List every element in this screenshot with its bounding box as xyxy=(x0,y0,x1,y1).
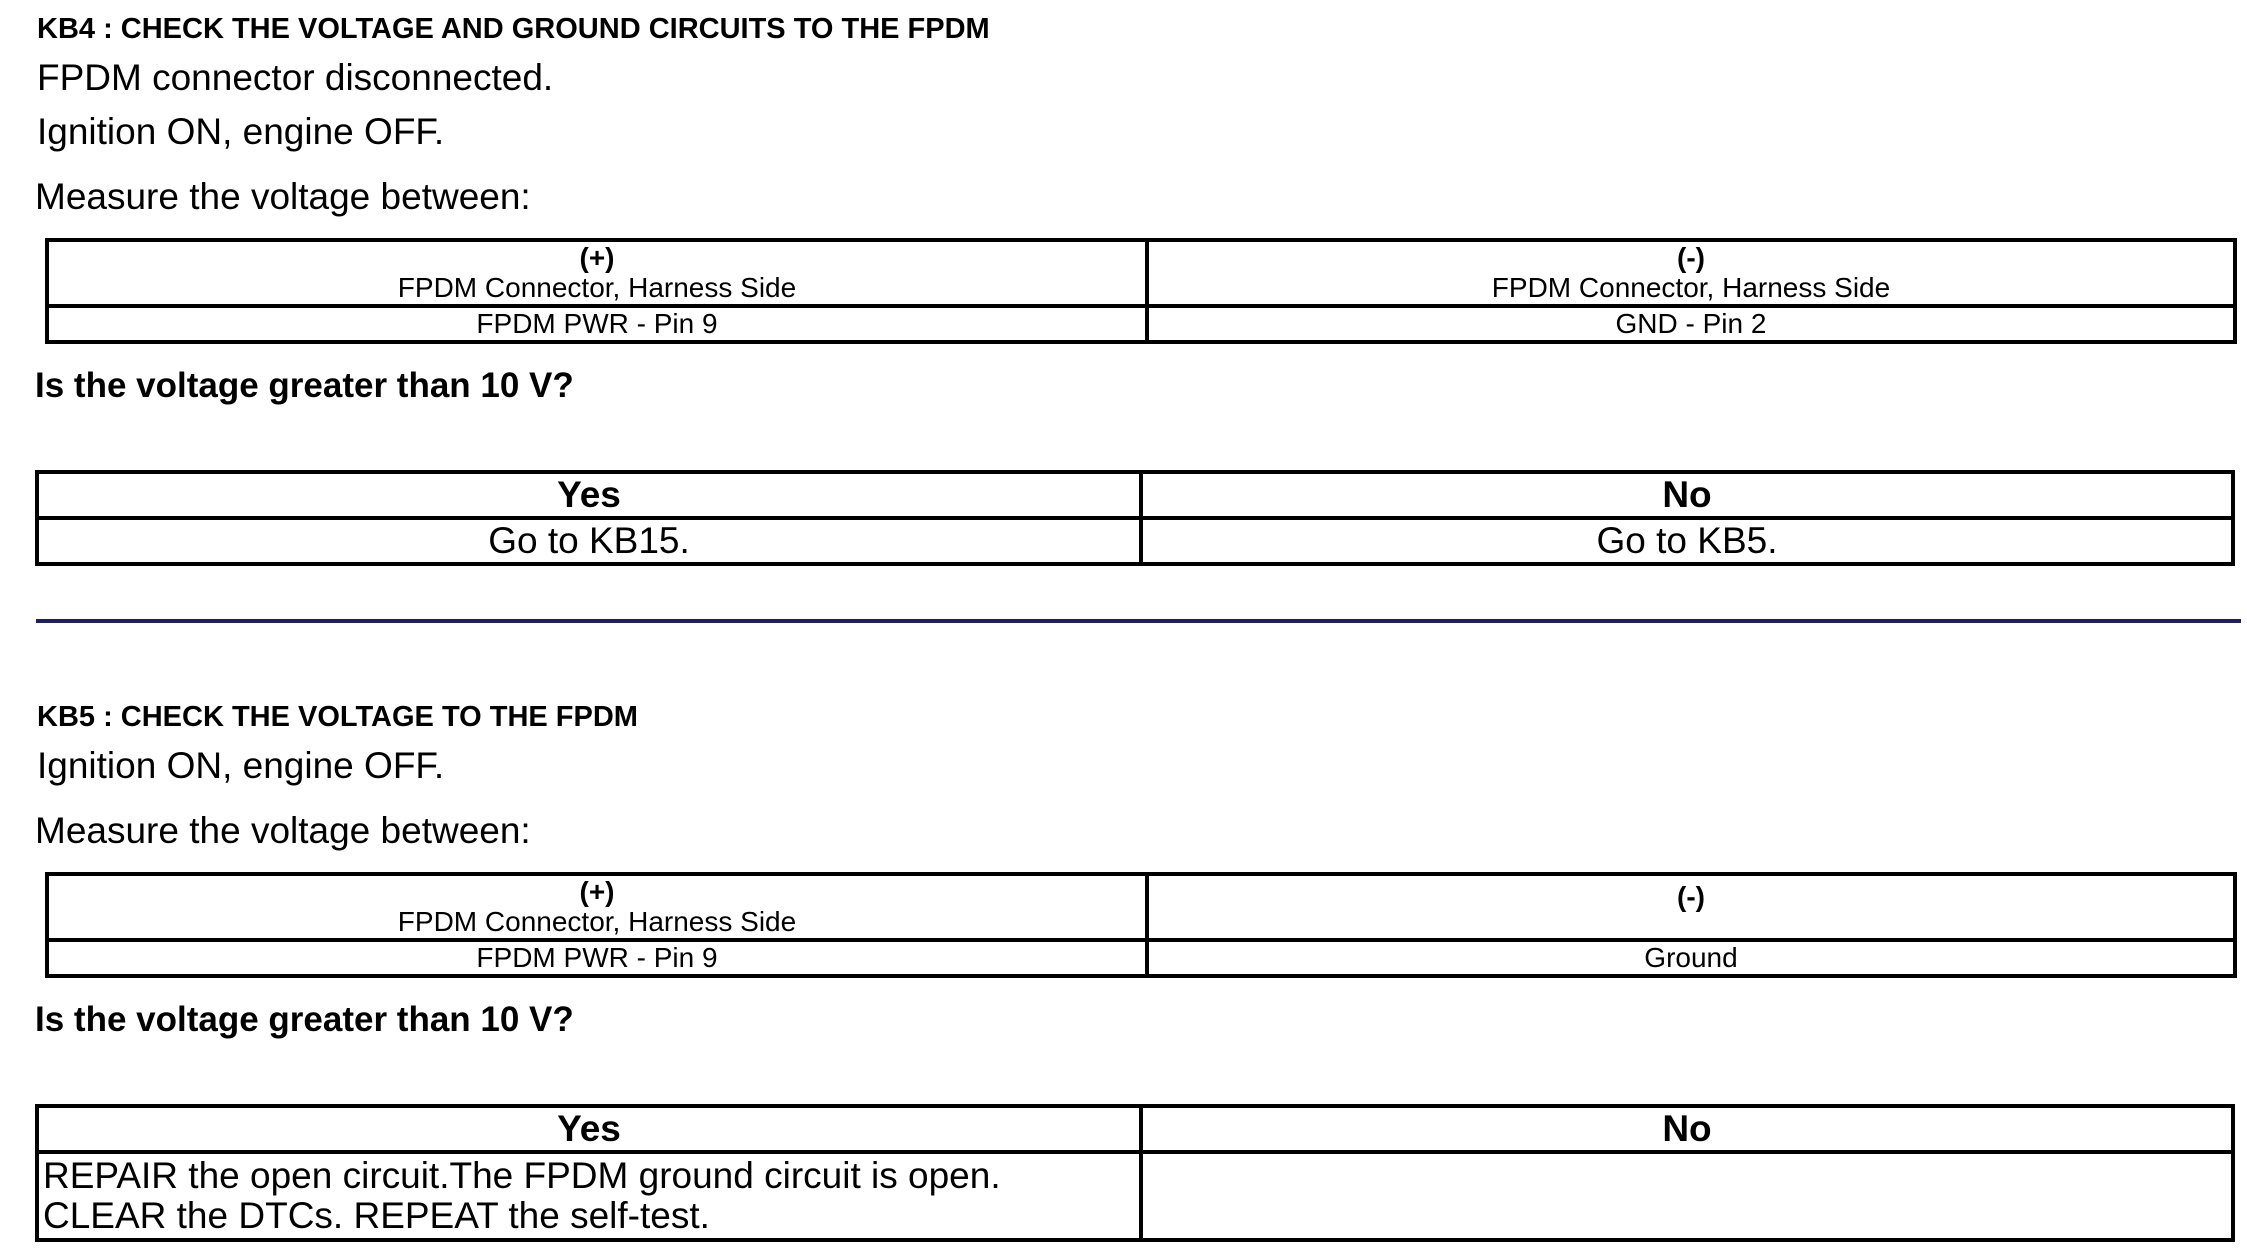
answer-table xyxy=(35,470,2235,566)
condition-connector: FPDM connector disconnected. xyxy=(37,57,554,98)
step-title-kb5: KB5 : CHECK THE VOLTAGE TO THE FPDM xyxy=(37,701,638,733)
positive-pin: FPDM PWR - Pin 9 xyxy=(47,940,1147,976)
yes-action-line: REPAIR the open circuit.The FPDM ground circuit is open. xyxy=(43,1155,1001,1196)
answer-table xyxy=(35,1104,2235,1242)
negative-header-cell xyxy=(1147,874,2235,940)
no-header: No xyxy=(1141,472,2233,518)
no-header: No xyxy=(1141,1106,2233,1152)
instruction: Measure the voltage between: xyxy=(35,176,531,217)
yes-header: Yes xyxy=(37,1106,1141,1152)
question: Is the voltage greater than 10 V? xyxy=(35,1000,574,1039)
measurement-table xyxy=(45,238,2237,344)
measurement-table xyxy=(45,872,2237,978)
positive-header-cell xyxy=(47,874,1147,940)
positive-sign: (+) xyxy=(579,876,615,907)
yes-action: Go to KB15. xyxy=(37,518,1141,564)
positive-location: FPDM Connector, Harness Side xyxy=(397,906,797,937)
condition-ignition: Ignition ON, engine OFF. xyxy=(37,111,445,152)
yes-header: Yes xyxy=(37,472,1141,518)
negative-pin: Ground xyxy=(1147,940,2235,976)
section-divider xyxy=(36,619,2241,623)
condition-ignition: Ignition ON, engine OFF. xyxy=(37,745,445,786)
negative-header-cell xyxy=(1147,240,2235,306)
yes-action xyxy=(37,1152,1141,1240)
yes-action-line: CLEAR the DTCs. REPEAT the self-test. xyxy=(43,1195,710,1236)
negative-sign: (-) xyxy=(1677,881,1705,912)
positive-pin: FPDM PWR - Pin 9 xyxy=(47,306,1147,342)
no-action xyxy=(1141,1152,2233,1240)
positive-location: FPDM Connector, Harness Side xyxy=(397,272,797,303)
question: Is the voltage greater than 10 V? xyxy=(35,366,574,405)
positive-sign: (+) xyxy=(579,242,615,273)
negative-pin: GND - Pin 2 xyxy=(1147,306,2235,342)
no-action: Go to KB5. xyxy=(1141,518,2233,564)
step-title-kb4: KB4 : CHECK THE VOLTAGE AND GROUND CIRCUITS TO THE FPDM xyxy=(37,13,990,45)
negative-sign: (-) xyxy=(1677,242,1705,273)
instruction: Measure the voltage between: xyxy=(35,810,531,851)
positive-header-cell xyxy=(47,240,1147,306)
negative-location: FPDM Connector, Harness Side xyxy=(1491,272,1891,303)
